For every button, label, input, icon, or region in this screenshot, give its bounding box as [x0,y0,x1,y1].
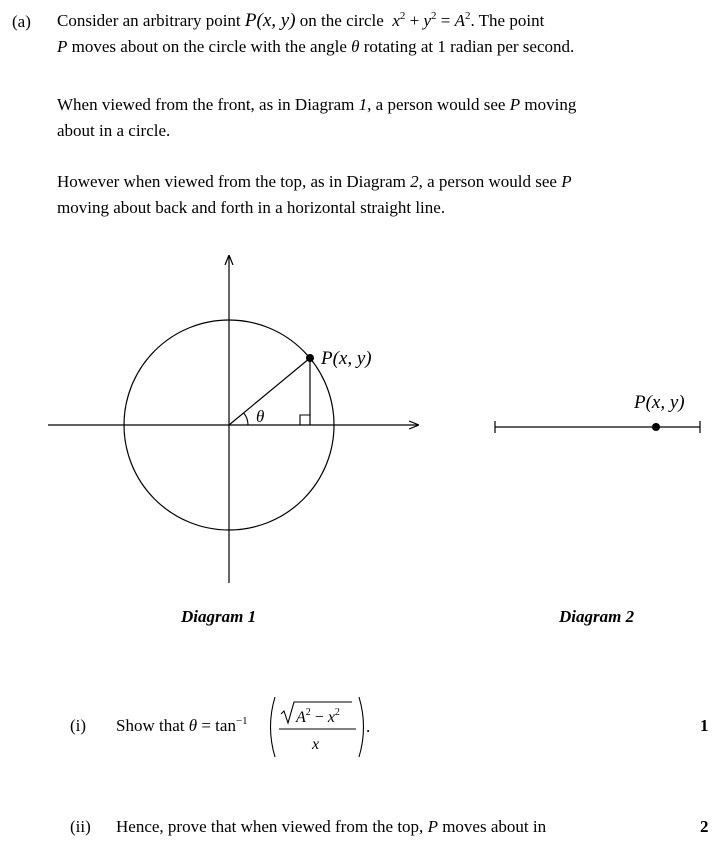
diagram-1 [48,256,418,583]
fraction-denominator: x [312,736,320,753]
front-text-b: , a person would see [367,95,506,114]
part-label: (a) [12,12,31,31]
intro-text-c: . The point [470,11,545,30]
angle-arc [244,413,248,425]
top-line-2: moving about back and forth in a horizontal straight line. [57,198,446,217]
left-paren [271,697,276,757]
question-2-marks: 2 [700,817,709,836]
radius-line [229,358,310,425]
fraction-numerator: $A^2 - x^2$ [296,707,340,726]
right-angle-marker [300,415,310,425]
diagram-2 [495,392,700,433]
question-2-number: (ii) [70,817,91,836]
front-diagram-number: 1 [358,95,368,114]
top-diagram-number: 2 [410,172,419,191]
circle-equation: $x^2 + y^2 = A^2$ [392,10,471,30]
intro-text-a: Consider an arbitrary point [57,11,241,30]
right-paren [359,697,364,757]
intro-text-e: rotating at 1 radian per second. [363,37,575,56]
front-p: P [509,95,521,114]
intro-text-d: moves about on the circle with the angle [71,37,347,56]
intro-point-label: P(x, y) [244,10,296,31]
intro-text-b: on the circle [299,11,384,30]
front-text-c: moving [524,95,577,114]
top-p: P [561,172,572,191]
diagram-2-caption: Diagram 2 [559,607,635,626]
point-label-diagram2: P(x, y) [634,392,685,413]
point-p-diagram1 [306,354,314,362]
question-1-period: . [366,717,371,736]
top-text-b: , a person would see [418,172,557,191]
front-line-2: about in a circle. [57,121,171,140]
angle-label-theta: θ [256,407,265,426]
intro-p: P [57,37,68,56]
top-text-a: However when viewed from the top, as in Diagram [57,172,406,191]
point-p-diagram2 [652,423,660,431]
point-label-diagram1: P(x, y) [321,348,372,369]
question-2-text: Hence, prove that when viewed from the top, P moves about in [116,817,547,836]
question-1-text: Show that $\theta = \tan^{-1}$ [116,715,248,735]
front-text-a: When viewed from the front, as in Diagram [57,95,355,114]
intro-theta: θ [351,37,360,56]
question-1-number: (i) [70,716,87,735]
question-1-fraction [271,697,371,757]
diagram-1-caption: Diagram 1 [181,607,257,626]
question-1-marks: 1 [700,716,709,735]
